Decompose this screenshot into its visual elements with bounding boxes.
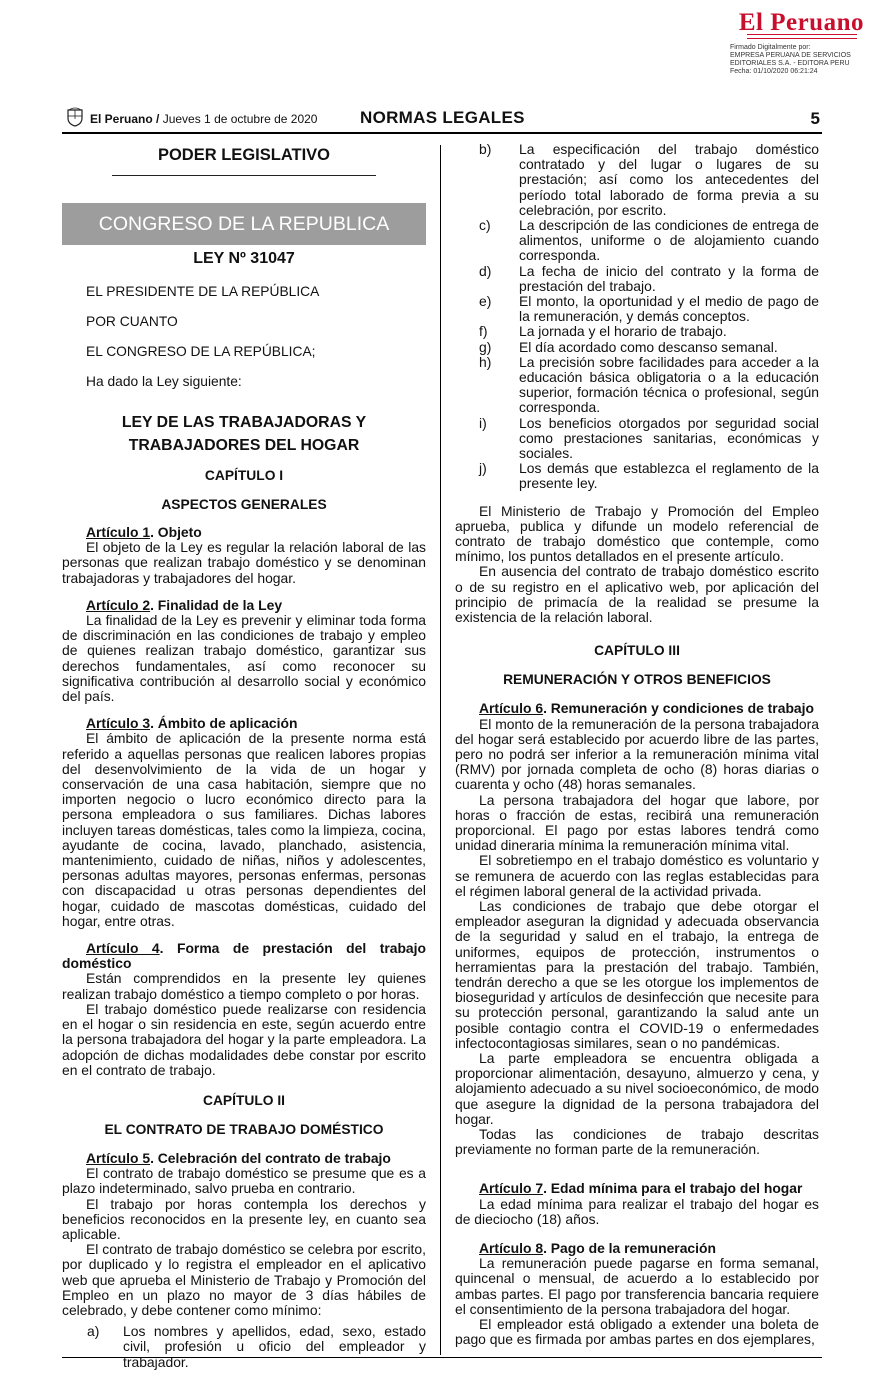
list-item [455,324,819,339]
list-item [62,1324,426,1370]
list-key: c) [479,217,491,234]
list-text: Los nombres y apellidos, edad, sexo, estado civil, profesión u oficio del empleador y trabajador. [123,1323,426,1370]
chapter-name: ASPECTOS GENERALES [161,497,327,512]
left-column [62,144,426,1370]
article-heading: . Edad mínima para el trabajo del hogar [543,1180,803,1197]
list-item [455,218,819,264]
article-heading: . Celebración del contrato de trabajo [150,1149,391,1166]
article-title [62,716,426,731]
article-heading: . Remuneración y condiciones de trabajo [543,700,814,717]
law-title-line: LEY DE LAS TRABAJADORAS Y [121,414,367,431]
coat-of-arms-icon [66,107,84,127]
el-peruano-logo: El Peruano [738,9,864,36]
column-divider [440,145,441,1355]
congreso-banner: CONGRESO DE LA REPUBLICA [62,203,426,245]
list-text: La especificación del trabajo doméstico contratado y del lugar o lugares de su prestación; así como los antecedentes del período total laborado de forma previa a su celebración, por escrito. [519,141,819,218]
paragraph: El contrato de trabajo doméstico se celebra por escrito, por duplicado y lo registra el empleador en el aplicativo web que aprueba el Ministerio de Trabajo y Promoción del Empleo en un plazo no mayor de 3 días hábiles de celebrado, y debe contener como mínimo: [62,1241,426,1318]
signature-line: Firmado Digitalmente por: [730,44,811,51]
paragraph: El empleador está obligado a extender una boleta de pago que es firmada por ambas partes en dos ejemplares, [455,1316,819,1348]
requirement-list [455,142,819,492]
article-1 [62,525,426,586]
article-heading: . Pago de la remuneración [543,1240,716,1256]
chapter-name: EL CONTRATO DE TRABAJO DOMÉSTICO [104,1121,384,1137]
page-header [62,104,822,134]
article-heading: . Objeto [150,524,202,540]
law-title-line: TRABAJADORES DEL HOGAR [128,437,360,454]
signature-line: Fecha: 01/10/2020 06:21:24 [730,68,818,75]
paragraph: El trabajo doméstico puede realizarse con residencia en el hogar o sin residencia en este, según acuerdo entre la persona trabajadora del hogar y la parte empleadora. La adopción de dichas modalidades debe constar por escrito en el contrato de trabajo. [62,1000,426,1078]
law-title [62,411,426,457]
intro-line: EL CONGRESO DE LA REPÚBLICA; [86,344,316,359]
chapter-heading: CAPÍTULO III [594,643,680,659]
paragraph: En ausencia del contrato de trabajo doméstico escrito o de su registro en el aplicativo web, por aplicación del principio de primacía de la realidad se presume la existencia de la relación laboral. [455,563,819,626]
list-item [455,294,819,324]
list-text: La fecha de inicio del contrato y la forma de prestación del trabajo. [519,262,819,294]
header-section: NORMAS LEGALES [360,108,525,127]
logo-underline [747,34,857,39]
paragraph: El trabajo por horas contempla los derechos y beneficios reconocidos en la presente ley, en cuanto sea aplicable. [62,1195,426,1242]
list-text: El día acordado como descanso semanal. [519,338,778,355]
paragraph: La parte empleadora se encuentra obligada a proporcionar alimentación, desayuno, almuerzo y cena, y alojamiento adecuado a su nivel socioeconómico, de modo que asegure la dignidad de la persona trabajadora del hogar. [455,1049,819,1127]
chapter-heading: CAPÍTULO II [202,1092,285,1108]
list-item [455,142,819,218]
header-date: Jueves 1 de octubre de 2020 [162,112,318,126]
article-label: Artículo 5 [86,1149,151,1166]
paragraph: La persona trabajadora del hogar que labore, por horas o fracción de estas, recibirá una remuneración proporcional. El pago por estas labores tendrá como unidad dineraria mínima la remuneración mínima vital. [455,791,819,854]
paragraph: El ámbito de aplicación de la presente norma está referido a aquellas personas que realicen labores propias del desenvolvimiento de la vida de un hogar y conservación de una casa habitación, siempre que no importen negocio o lucro económico directo para la persona empleadora o sus familiares. Dichas labores incluyen tareas domésticas, tales como la limpieza, cocina, ayudante de cocina, lavado, planchado, asistencia, mantenimiento, cuidado de niñas, niños y adolescentes, personas adultas mayores, personas enfermas, personas con discapacidad u otras personas dependientes del hogar, cuidado de mascotas domésticas, cuidado del hogar, entre otras. [62,730,426,929]
ley-number: LEY Nº 31047 [193,250,295,267]
article-title [62,941,426,971]
article-label: Artículo 4 [86,940,160,957]
list-text: La jornada y el horario de trabajo. [519,323,727,340]
paragraph: La finalidad de la Ley es prevenir y eliminar toda forma de discriminación en las condiciones de trabajo y empleo de quienes realizan trabajo doméstico, garantizar sus derechos fundamentales, así como reconocer su significativa contribución al desarrollo social y económico del país. [62,612,426,705]
article-label: Artículo 7 [479,1180,544,1197]
article-label: Artículo 2 [86,596,151,613]
article-6 [455,701,819,1157]
list-item [455,355,819,416]
list-item [455,416,819,462]
page-number: 5 [810,109,820,128]
page-bottom-rule [62,1357,822,1358]
paragraph: La remuneración puede pagarse en forma semanal, quincenal o mensual, de acuerdo a lo establecido por ambas partes. El pago por transferencia bancaria requiere el consentimiento de la persona trabajadora del hogar. [455,1255,819,1317]
paragraph: Todas las condiciones de trabajo descritas previamente no forman parte de la remuneración. [455,1125,819,1158]
intro-line: Ha dado la Ley siguiente: [86,374,242,389]
paragraph: El Ministerio de Trabajo y Promoción del Empleo aprueba, publica y difunde un modelo referencial de contrato de trabajo doméstico que contemple, como mínimo, los puntos detallados en el presente artículo. [455,502,819,565]
chapter-heading: CAPÍTULO I [204,468,284,483]
poder-legislativo-heading: PODER LEGISLATIVO [112,144,376,176]
list-key: b) [479,141,492,157]
article-label: Artículo 1 [86,524,151,540]
article-3 [62,716,426,929]
list-key: e) [479,293,492,310]
article-7 [455,1181,819,1227]
list-text: El monto, la oportunidad y el medio de pago de la remuneración, y demás conceptos. [519,293,819,325]
paragraph: La edad mínima para realizar el trabajo del hogar es de dieciocho (18) años. [455,1195,819,1227]
paragraph: Están comprendidos en la presente ley quienes realizan trabajo doméstico a tiempo completo o por horas. [62,970,426,1002]
article-2 [62,598,426,704]
article-title [62,525,426,540]
paragraph: El monto de la remuneración de la persona trabajadora del hogar será establecido por acuerdo libre de las partes, pero no podrá ser inferior a la remuneración mínima vital (RMV) por jornada completa de ocho (8) horas diarias o cuarenta y ocho (48) horas semanales. [455,715,819,793]
list-key: h) [479,353,492,370]
paragraph: El contrato de trabajo doméstico se presume que es a plazo indeterminado, salvo prueba en contrario. [62,1165,426,1197]
right-column [455,142,819,1347]
list-item [455,264,819,294]
list-text: Los demás que establezca el reglamento de la presente ley. [519,460,819,492]
article-5 [62,1151,426,1370]
list-text: Los beneficios otorgados por seguridad social como prestaciones sanitarias, económicas y sociales. [519,414,819,462]
paragraph: Las condiciones de trabajo que debe otorgar el empleador aseguran la dignidad y adecuada observancia de la seguridad y salud en el trabajo, la entrega de uniformes, equipos de protección, instrumentos o herramientas para la prestación del trabajo. También, tendrán derecho a que se les otorgue los implementos de bioseguridad y artículos de desinfección que necesite para su protección personal, garantizando la salud ante un posible contagio contra el COVID-19 o enfermedades infectocontagiosas similares, sean o no pandémicas. [455,897,819,1051]
article-label: Artículo 8 [479,1240,544,1256]
chapter-name: REMUNERACIÓN Y OTROS BENEFICIOS [503,672,771,688]
article-title [455,1181,819,1196]
paragraph: El objeto de la Ley es regular la relación laboral de las personas que realizan trabajo doméstico y se denominan trabajadoras y trabajadores del hogar. [62,539,426,586]
signature-line: EMPRESA PERUANA DE SERVICIOS [730,52,851,59]
intro-line: POR CUANTO [86,314,178,329]
list-key: a) [87,1323,100,1340]
list-item [455,461,819,491]
list-key: g) [479,338,492,355]
article-heading: . Ámbito de aplicación [150,715,298,732]
list-text: La descripción de las condiciones de entrega de alimentos, uniforme o de alojamiento cuando corresponda. [519,217,819,264]
article-heading: . Finalidad de la Ley [150,596,283,613]
header-paper: El Peruano / [90,112,160,126]
list-key: j) [479,460,487,477]
article-heading: . Forma de prestación del trabajo doméstico [62,940,427,972]
digital-signature [730,44,851,76]
list-text: La precisión sobre facilidades para acceder a la educación básica obligatoria o a la educación superior, formación técnica o profesional, según corresponda. [519,353,819,416]
article-8 [455,1241,819,1347]
list-key: i) [479,414,487,431]
article-label: Artículo 6 [479,700,544,717]
header-paper-date [90,112,317,126]
list-key: d) [479,262,492,279]
article-label: Artículo 3 [86,715,151,732]
article-title [62,598,426,613]
article-title [455,1241,819,1256]
intro-line: EL PRESIDENTE DE LA REPÚBLICA [86,284,320,299]
paragraph: El sobretiempo en el trabajo doméstico es voluntario y se remunera de acuerdo con las reglas establecidas para el régimen laboral general de la actividad privada. [455,852,819,899]
list-key: f) [479,323,488,340]
list-item [455,340,819,355]
article-title [455,701,819,716]
signature-line: EDITORIALES S.A. - EDITORA PERU [730,60,850,67]
article-4 [62,941,426,1078]
article-title [62,1151,426,1166]
